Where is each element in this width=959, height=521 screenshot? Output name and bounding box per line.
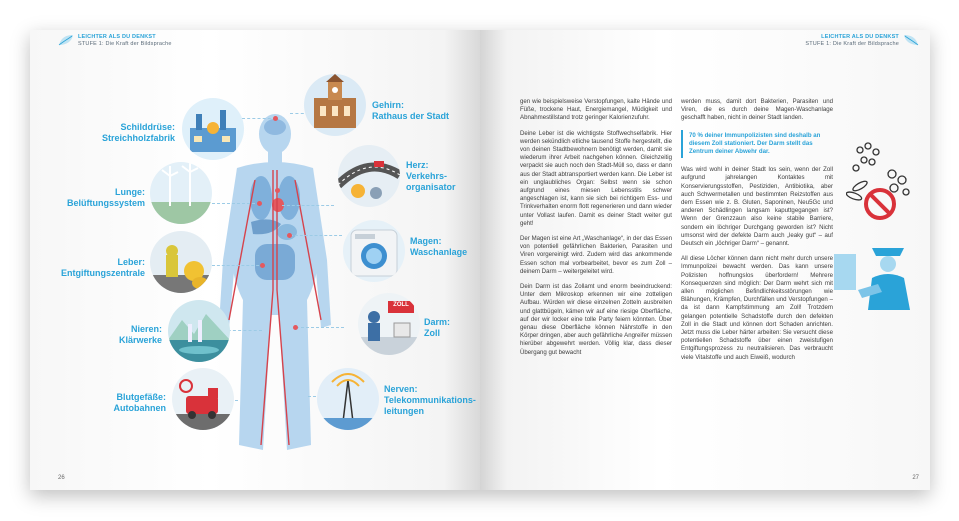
- left-header: [78, 34, 172, 48]
- label-brain: Gehirn: Rathaus der Stadt: [372, 100, 450, 121]
- dot-lung: [257, 201, 262, 206]
- heart-traffic-organizer-image: [338, 145, 400, 207]
- connector-stomach: [290, 235, 342, 236]
- blood-vessel-highway-image: [172, 368, 234, 430]
- connector-thyroid: [242, 118, 276, 119]
- liver-detox-center-image: [150, 231, 212, 293]
- chapter-title: STUFE 1: Die Kraft der Bildsprache: [78, 41, 172, 47]
- intestine-organ: [255, 244, 295, 280]
- label-lung: Lunge: Belüftungssystem: [66, 187, 145, 208]
- label-heart: Herz: Verkehrs- organisator: [406, 160, 456, 192]
- left-page-number: 26: [58, 475, 65, 481]
- stomach-car-wash-image: [343, 220, 405, 282]
- label-vessels: Blutgefäße: Autobahnen: [113, 392, 166, 413]
- paragraph: Was wird wohl in deiner Stadt los sein, wenn der Zoll aufgrund jahrelangen Kontaktes mit Konservierungsstoffen, Pestiziden, Antibiotika, aber auch Schwermetallen und bestimmten Reizstoffen aus dem Essen wie z. B. Gluten, Saponinen, Neu5Gc und anderen Schädlingen langsam kaputtgegangen ist? Wenn der Grenzzaun also keine stabile Barriere, sondern ein löchriger Durchgang geworden ist? Nicht umsonst wird der defekte Darm auch „leaky gut“ – auf Deutsch ein „löchriger Darm“ – genannt.: [681, 166, 833, 248]
- dot-intestine: [293, 325, 298, 330]
- chapter-title-right: STUFE 1: Die Kraft der Bildsprache: [805, 41, 899, 47]
- label-liver: Leber: Entgiftungszentrale: [60, 257, 145, 278]
- brain-city-hall-image: [304, 74, 366, 136]
- immune-police-icon: [828, 240, 918, 310]
- kidney-treatment-plant-image: [168, 300, 230, 362]
- label-thyroid: Schilddrüse: Streichholzfabrik: [101, 122, 175, 143]
- paragraph: gen wie beispielsweise Verstopfungen, kalte Hände und Füße, trockene Haut, Energiemangel, Müdigkeit und Abnahmestillstand trotz geringer Kalorienzufuhr.: [520, 98, 672, 122]
- text-column-2: [681, 98, 833, 369]
- thyroid-match-factory-image: [182, 98, 244, 160]
- paragraph: Dein Darm ist das Zollamt und enorm beeindruckend: Unter dem Mikroskop erkennen wir eine zotteligen Aufbau. Würden wir diese einzelnen Zotteln ausbreiten und glattbügeln, kämen wir auf eine riesige Oberfläche, auf der wir locker eine tolle Party feiern könnten. Über genau diese Oberfläche können Nährstoffe in den Körper dringen, aber auch gefährliche Angreifer müssen hierüber abgewehrt werden. Völlig klar, dass dieser Übergang gut bewacht: [520, 283, 672, 356]
- connector-liver: [212, 265, 264, 266]
- text-column-1: [520, 98, 672, 364]
- connector-heart: [282, 205, 334, 206]
- dot-thyroid: [273, 116, 278, 121]
- zoll-sign: ZOLL: [393, 302, 409, 308]
- label-kidney: Nieren: Klärwerke: [118, 324, 162, 345]
- brain-organ: [264, 119, 286, 135]
- dot-heart: [275, 188, 280, 193]
- paragraph: Deine Leber ist die wichtigste Stoffwechselfabrik. Hier werden sekündlich etliche tausend Stoffe hergestellt, die von deinen Stadtbewohnern benötigt werden, damit sie wiederum ihrer Arbeit nachgehen können. Gleichzeitig verpackt sie auch noch den Stadt-Müll so, dass er dann aus der Stadt abtransportiert werden kann. Die Leber ist ein unglaubliches Organ: Selbst wenn sie schon aufgrund eines miesen Lebensstils schwer angeschlagen ist, kann sie sich bei richtigem Ess- und Trinkverhalten enorm flott regenerieren und dann wieder unter Vollast laufen. Damit es deiner Stadt weiter gut geht!: [520, 129, 672, 227]
- leaf-logo-icon-right: [903, 34, 919, 46]
- dot-liver: [260, 263, 265, 268]
- highlight-quote: 70 % deiner Immunpolizisten sind deshalb an diesem Zoll stationiert. Der Darm stellt das Zentrum deiner Abwehr dar.: [681, 130, 833, 159]
- leaf-logo-icon: [58, 34, 74, 46]
- germs-blocked-icon: [846, 140, 916, 230]
- connector-intestine: [296, 327, 344, 328]
- label-stomach: Magen: Waschanlage: [410, 236, 468, 257]
- paragraph: All diese Löcher können dann nicht mehr durch unsere Immunpolizei bewacht werden. Das kann unsere Polizisten hoffnungslos überfordern! Mehrere Konsequenzen sind möglich: Der Darm wehrt sich mit allen möglichen Befindlichkeitsstörungen wie Blähungen, Krämpfen, Durchfällen und Verstopfungen – da ist dann Kampfstimmung am Zoll! Trotzdem gelangen potentielle Schadstoffe durch den defekten Zoll in die Stadt und können dort Schaden anrichten. Jetzt muss die Leber härter arbeiten: Sie versucht diese potentiellen Schadstoffe über einen zweistufigen Entgiftungsprozess zu neutralisieren. Das verbraucht viele Vitalstoffe und auch Eiweiß, wodurch: [681, 255, 833, 361]
- dot-stomach: [287, 233, 292, 238]
- right-page-number: 27: [912, 475, 919, 481]
- lung-ventilation-image: [150, 162, 212, 224]
- right-header: [805, 34, 899, 48]
- paragraph: Der Magen ist eine Art „Waschanlage“, in der das Essen von potentiell gefährlichen Bakterien, Parasiten und Viren vorgereinigt wird. Zudem wird das ankommende Essen schon mal vorbearbeitet, bevor es zum Zoll – deinem Darm – weitergeleitet wird.: [520, 235, 672, 275]
- series-title: LEICHTER ALS DU DENKST: [78, 34, 156, 40]
- label-nerves: Nerven: Telekommunikations- leitungen: [384, 384, 476, 416]
- paragraph: werden muss, damit dort Bakterien, Parasiten und Viren, die es durch deine Magen-Waschanlage geschafft haben, nicht in deiner Stadt landen.: [681, 98, 833, 122]
- intestine-customs-image: [358, 293, 420, 355]
- label-intestine: Darm: Zoll: [424, 317, 451, 338]
- series-title-right: LEICHTER ALS DU DENKST: [821, 34, 899, 40]
- connector-lung: [212, 203, 260, 204]
- nerves-telecom-image: [317, 368, 379, 430]
- stomach-organ: [277, 224, 297, 240]
